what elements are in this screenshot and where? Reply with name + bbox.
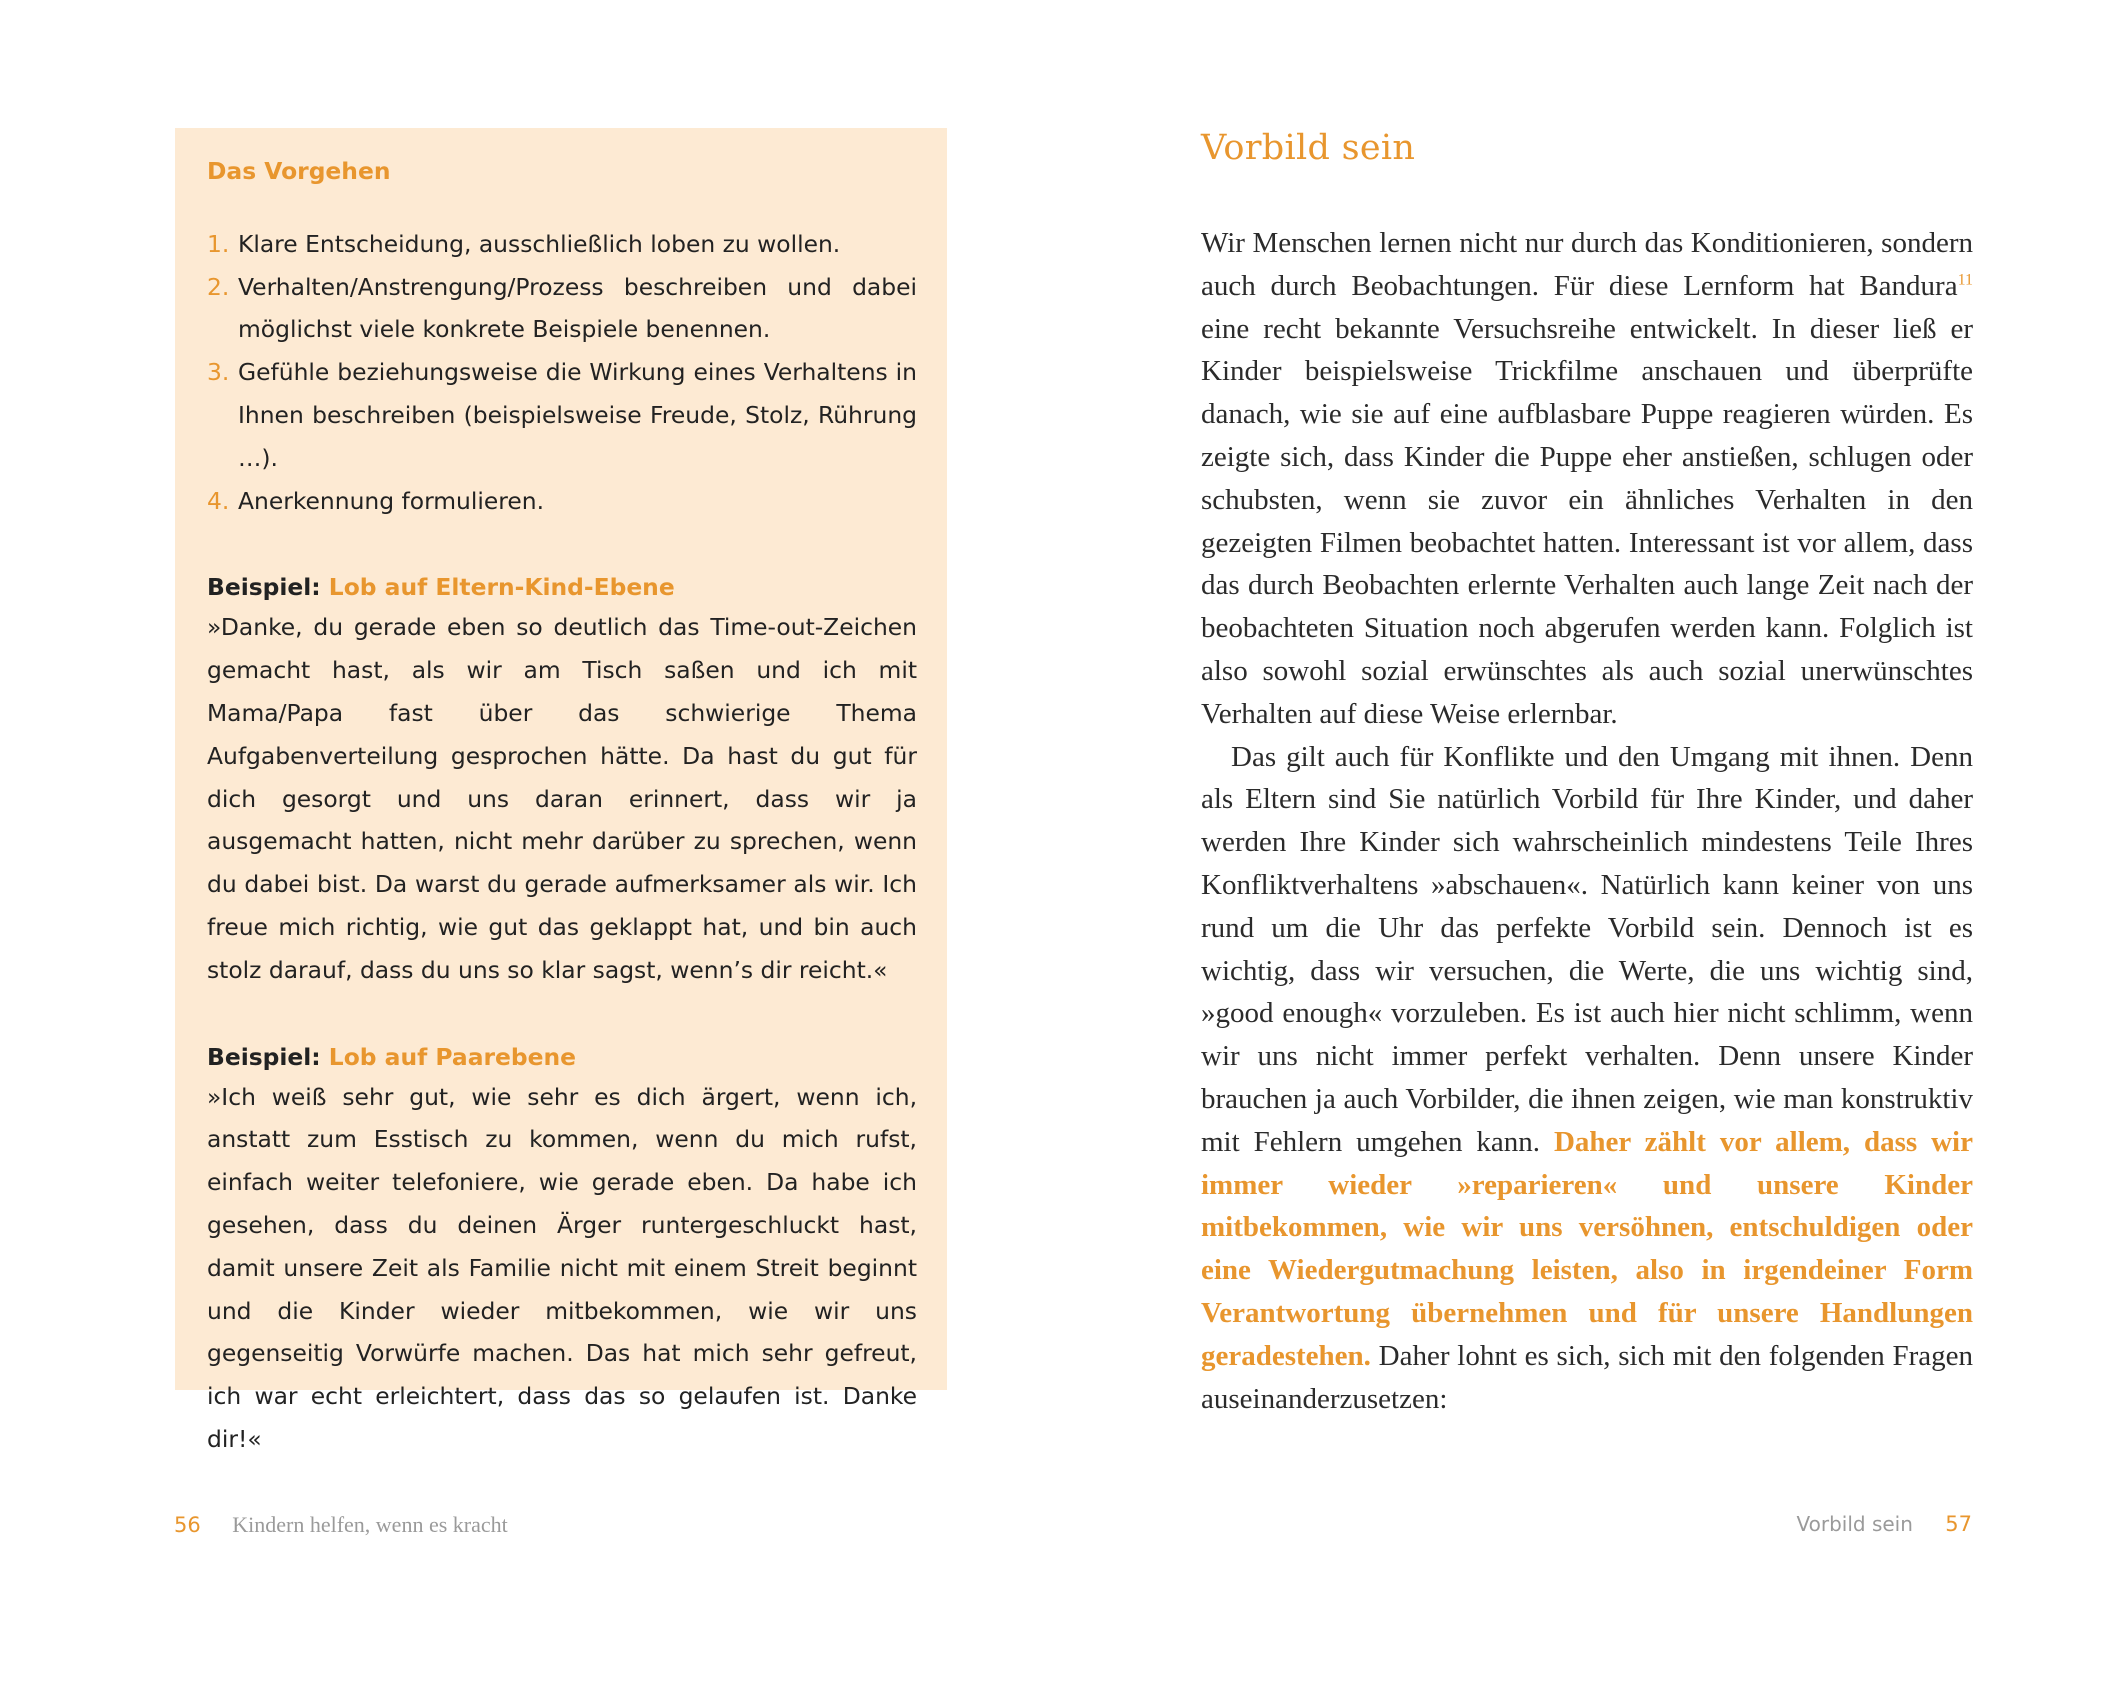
footer-right	[1797, 1512, 1973, 1536]
step-item	[207, 266, 917, 352]
step-number: 3.	[207, 358, 230, 387]
info-box	[175, 128, 947, 1453]
running-title: Vorbild sein	[1796, 1512, 1913, 1536]
step-item	[207, 480, 917, 523]
page-number: 57	[1945, 1512, 1972, 1536]
body-text	[1201, 222, 1973, 1420]
footnote-reference[interactable]: 11	[1957, 271, 1973, 289]
example-label: Beispiel:	[207, 573, 321, 602]
step-text: Gefühle beziehungsweise die Wirkung eines Verhaltens in Ihnen beschreiben (beispielsweise Freude, Stolz, Rührung …).	[238, 358, 917, 472]
step-number: 1.	[207, 229, 230, 258]
paragraph-text: eine recht bekannte Versuchsreihe entwickelt. In dieser ließ er Kinder beispielsweise Trickfilme anschauen und überprüfte danach, wie sie auf eine aufblasbare Puppe reagieren würden. Es zeigte sich, dass Kinder die Puppe eher anstießen, schlugen oder schubsten, wenn sie zuvor ein ähnliches Verhalten in den gezeigten Filmen beobachtet hatten. Interessant ist vor allem, dass das durch Beobachten erlernte Verhalten auch lange Zeit nach der beobachteten Situation noch abgerufen werden kann. Folglich ist also sowohl sozial erwünschtes als auch sozial unerwünschtes Verhalten auf diese Weise erlernbar.	[1201, 312, 1973, 730]
example-label: Beispiel:	[207, 1042, 321, 1071]
footer-left	[174, 1512, 508, 1538]
step-item	[207, 223, 917, 266]
step-number: 2.	[207, 272, 230, 301]
paragraph-text: Das gilt auch für Konflikte und den Umgang mit ihnen. Denn als Eltern sind Sie natürlich Vorbild für Ihre Kinder, und daher werden Ihre Kinder sich wahrscheinlich mindestens Teile Ihres Konfliktverhaltens »abschauen«. Natürlich kann keiner von uns rund um die Uhr das perfekte Vorbild sein. Dennoch ist es wichtig, dass wir versuchen, die Werte, die uns wichtig sind, »good enough« vorzuleben. Es ist auch hier nicht schlimm, wenn wir uns nicht immer perfekt verhalten. Denn unsere Kinder brauchen ja auch Vorbilder, die ihnen zeigen, wie man konstruktiv mit Fehlern umgehen kann.	[1201, 740, 1973, 1158]
step-text: Verhalten/Anstrengung/Prozess beschreiben und dabei möglichst viele konkrete Beispiele benennen.	[238, 272, 917, 344]
example-block	[207, 1038, 917, 1461]
example-title: Lob auf Paarebene	[328, 1042, 577, 1071]
example-text: »Danke, du gerade eben so deutlich das Time-out-Zeichen gemacht hast, als wir am Tisch saßen und ich mit Mama/Papa fast über das schwierige Thema Aufgabenverteilung gesprochen hätte. Da hast du gut für dich gesorgt und uns daran erinnert, dass wir ja ausgemacht hatten, nicht mehr darüber zu sprechen, wenn du dabei bist. Da warst du gerade aufmerksamer als wir. Ich freue mich richtig, wie gut das geklappt hat, und bin auch stolz darauf, dass du uns so klar sagst, wenn’s dir reicht.«	[207, 613, 917, 984]
paragraph	[1201, 222, 1973, 736]
running-title: Kindern helfen, wenn es kracht	[232, 1512, 508, 1537]
example-block	[207, 568, 917, 991]
step-item	[207, 351, 917, 479]
box-heading: Das Vorgehen	[207, 157, 391, 185]
step-text: Anerkennung formulieren.	[238, 486, 545, 515]
paragraph	[1201, 736, 1973, 1421]
steps-list	[207, 223, 917, 523]
example-title: Lob auf Eltern-Kind-Ebene	[328, 573, 675, 602]
example-text: »Ich weiß sehr gut, wie sehr es dich ärgert, wenn ich, anstatt zum Esstisch zu kommen, wenn du mich rufst, einfach weiter telefoniere, wie gerade eben. Da habe ich gesehen, dass du deinen Ärger runtergeschluckt hast, damit unsere Zeit als Familie nicht mit einem Streit beginnt und die Kinder wieder mitbekommen, wie wir uns gegenseitig Vorwürfe machen. Das hat mich sehr gefreut, ich war echt erleichtert, dass das so gelaufen ist. Danke dir!«	[207, 1082, 917, 1453]
paragraph-text: Wir Menschen lernen nicht nur durch das Konditionieren, sondern auch durch Beobachtungen. Für diese Lernform hat Bandura	[1201, 227, 1973, 302]
highlighted-text: Daher zählt vor allem, dass wir immer wieder »reparieren« und unsere Kinder mitbekommen, wie wir uns versöhnen, entschuldigen oder eine Wiedergutmachung leisten, also in irgendeiner Form Verantwortung übernehmen und für unsere Handlungen geradestehen.	[1201, 1125, 1973, 1372]
step-text: Klare Entscheidung, ausschließlich loben zu wollen.	[238, 229, 841, 258]
page-number: 56	[174, 1513, 201, 1537]
example-heading	[207, 568, 917, 606]
example-heading	[207, 1038, 917, 1076]
paragraph-text: Daher lohnt es sich, sich mit den folgenden Fragen auseinanderzusetzen:	[1201, 1339, 1973, 1415]
section-title: Vorbild sein	[1201, 128, 1416, 168]
step-number: 4.	[207, 486, 230, 515]
